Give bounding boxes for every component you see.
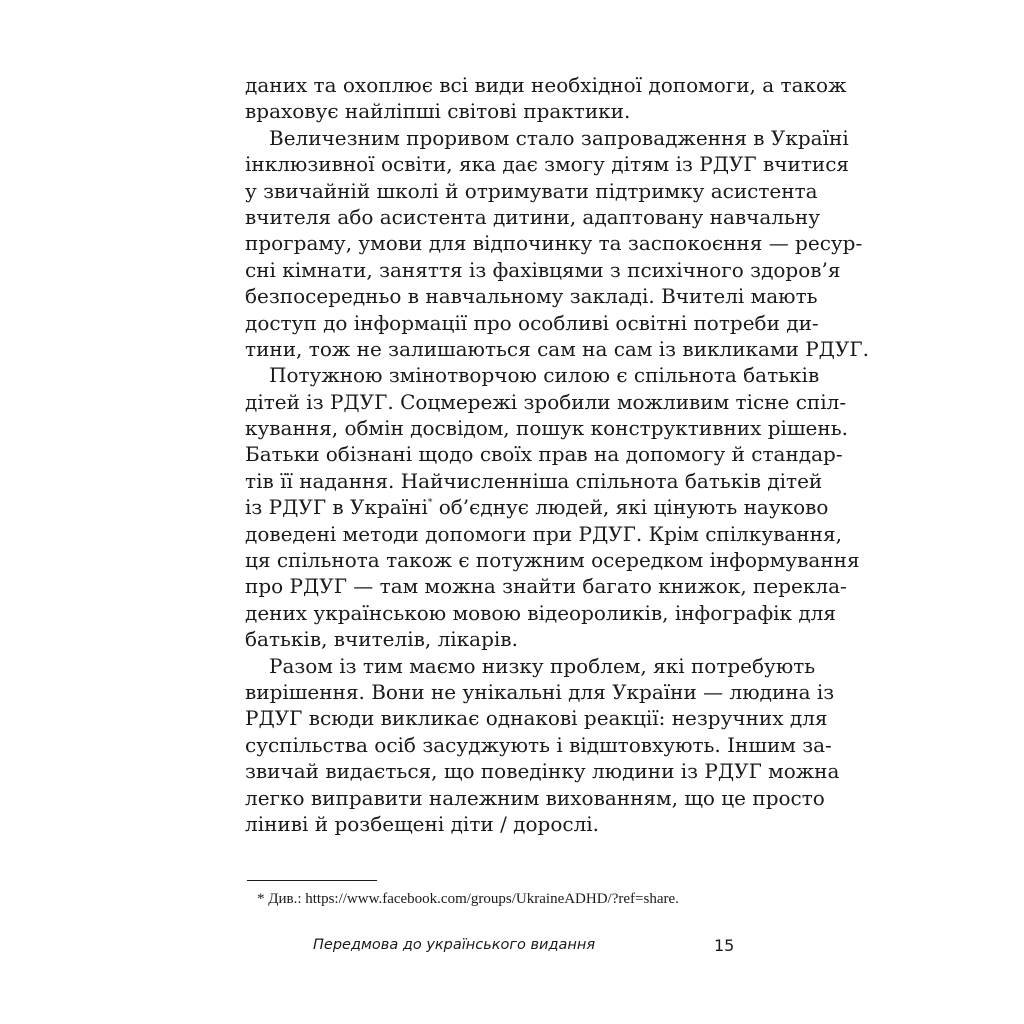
text-line: даних та охоплює всі види необхідної допомоги, а також — [245, 73, 847, 97]
text-line: вчителя або асистента дитини, адаптовану навчальну — [245, 204, 820, 229]
text-line: враховує найліпші світові практики. — [245, 99, 631, 124]
body-text — [245, 72, 869, 837]
text-line: РДУГ всюди викликає однакові реакції: незручних для — [245, 706, 828, 731]
text-line: у звичайній школі й отримувати підтримку асистента — [245, 178, 818, 203]
text-line: доведені методи допомоги при РДУГ. Крім спілкування, — [245, 521, 842, 546]
text-line: про РДУГ — там можна знайти багато книжок, перекла- — [245, 574, 847, 599]
text-line: інклюзивної освіти, яка дає змогу дітям із РДУГ вчитися — [245, 152, 850, 177]
footnote-divider — [247, 880, 377, 881]
text-segment: із РДУГ в Україні — [245, 495, 428, 520]
text-line: звичай видається, що поведінку людини із РДУГ можна — [245, 759, 840, 784]
paragraph-first-line: Потужною змінотворчою силою є спільнота батьків — [269, 363, 820, 388]
text-line: суспільства осіб засуджують і відштовхують. Іншим за- — [245, 732, 832, 757]
text-line: ця спільнота також є потужним осередком інформування — [245, 548, 860, 573]
text-line: кування, обмін досвідом, пошук конструктивних рішень. — [245, 416, 848, 441]
text-line: сні кімнати, заняття із фахівцями з психічного здоров’я — [245, 257, 841, 282]
footnote: * Див.: https://www.facebook.com/groups/UkraineADHD/?ref=share. — [257, 891, 679, 907]
text-line: легко виправити належним вихованням, що це просто — [245, 785, 825, 810]
running-footer-title: Передмова до українського видання — [313, 937, 596, 953]
text-line: безпосередньо в навчальному закладі. Вчителі мають — [245, 284, 818, 309]
text-line: тини, тож не залишаються сам на сам із викликами РДУГ. — [245, 336, 869, 361]
text-line: ліниві й розбещені діти / дорослі. — [245, 811, 600, 836]
text-segment: об’єднує людей, які цінують науково — [432, 495, 829, 520]
text-line: вирішення. Вони не унікальні для України — людина із — [245, 679, 835, 704]
text-line-with-footnote — [245, 494, 829, 520]
text-line: тів її надання. Найчисленніша спільнота батьків дітей — [245, 468, 823, 493]
text-line: дених українською мовою відеороликів, інфографік для — [245, 600, 837, 625]
paragraph-first-line: Величезним проривом стало запровадження в Україні — [269, 125, 849, 150]
text-line: дітей із РДУГ. Соцмережі зробили можливим тісне спіл- — [245, 389, 847, 414]
footnote-marker: * — [427, 498, 433, 509]
text-line: батьків, вчителів, лікарів. — [245, 627, 518, 652]
page-number: 15 — [714, 936, 735, 955]
text-line: програму, умови для відпочинку та заспокоєння — ресур- — [245, 231, 863, 256]
text-line: Батьки обізнані щодо своїх прав на допомогу й стандар- — [245, 442, 843, 467]
paragraph-first-line: Разом із тим маємо низку проблем, які потребують — [269, 653, 816, 678]
text-line: доступ до інформації про особливі освітні потреби ди- — [245, 310, 819, 335]
